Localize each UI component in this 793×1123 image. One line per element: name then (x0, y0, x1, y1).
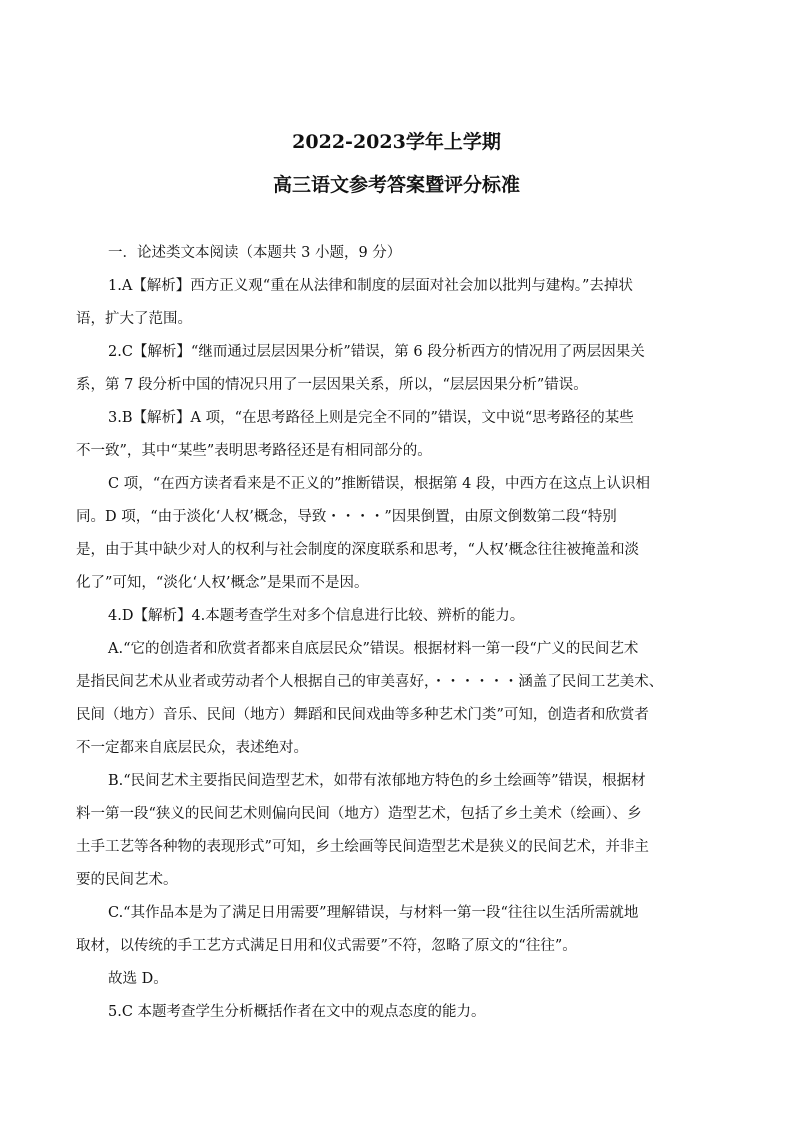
answer-3-line: 3.B【解析】A 项，“在思考路径上则是完全不同的”错误，文中说“思考路径的某些 (108, 410, 634, 426)
answer-4-line: 4.D【解析】4.本题考查学生对多个信息进行比较、辨析的能力。 (108, 608, 525, 624)
answer-3-line: 同。D 项，“由于淡化‘人权’概念，导致・・・・”因果倒置，由原文倒数第二段“特别 (76, 509, 617, 525)
answer-body (76, 237, 726, 1029)
document-title-year: 2022-2023学年上学期 (292, 131, 501, 153)
answer-4-line: 料一第一段“狭义的民间艺术则偏向民间（地方）造型艺术，包括了乡土美术（绘画）、乡 (76, 806, 642, 822)
document-title-subject: 高三语文参考答案暨评分标准 (272, 174, 520, 196)
answer-3-line: 是，由于其中缺少对人的权利与社会制度的深度联系和思考，“人权’概念往往被掩盖和淡 (76, 542, 640, 558)
section-heading: 一．论述类文本阅读（本题共 3 小题，9 分） (108, 245, 402, 261)
answer-3-line: C 项，“在西方读者看来是不正义的”推断错误，根据第 4 段，中西方在这点上认识相 (108, 476, 650, 492)
answer-4-line: 不一定都来自底层民众，表述绝对。 (76, 740, 308, 756)
answer-4-line: 要的民间艺术。 (76, 872, 178, 888)
answer-1-line: 1.A【解析】西方正义观“重在从法律和制度的层面对社会加以批判与建构。”去掉状 (108, 278, 633, 294)
answer-4-line: 土手工艺等各种物的表现形式”可知，乡土绘画等民间造型艺术是狭义的民间艺术，并非主 (76, 839, 649, 855)
answer-2-line: 系，第 7 段分析中国的情况只用了一层因果关系，所以，“层层因果分析”错误。 (76, 377, 588, 393)
answer-4-line: 故选 D。 (108, 971, 168, 987)
answer-1-line: 语，扩大了范围。 (76, 311, 192, 327)
answer-4-line: C.“其作品本是为了满足日用需要”理解错误，与材料一第一段“往往以生活所需就地 (108, 905, 639, 921)
answer-4-line: A.“它的创造者和欣赏者都来自底层民众”错误。根据材料一第一段“广义的民间艺术 (108, 641, 639, 657)
answer-3-line: 不一致”，其中“某些”表明思考路径还是有相同部分的。 (76, 443, 432, 459)
answer-4-line: 是指民间艺术从业者或劳动者个人根据自己的审美喜好，・・・・・・涵盖了民间工艺美术、 (76, 674, 664, 690)
answer-4-line: 取材，以传统的手工艺方式满足日用和仪式需要”不符，忽略了原文的“往往”。 (76, 938, 577, 954)
answer-2-line: 2.C【解析】“继而通过层层因果分析”错误，第 6 段分析西方的情况用了两层因果关 (108, 344, 645, 360)
answer-3-line: 化了”可知，“淡化‘人权’概念”是果而不是因。 (76, 575, 369, 591)
answer-5-line: 5.C 本题考查学生分析概括作者在文中的观点态度的能力。 (108, 1004, 486, 1020)
answer-4-line: B.“民间艺术主要指民间造型艺术，如带有浓郁地方特色的乡土绘画等”错误，根据材 (108, 773, 646, 789)
answer-4-line: 民间（地方）音乐、民间（地方）舞蹈和民间戏曲等多种艺术门类”可知，创造者和欣赏者 (76, 707, 649, 723)
